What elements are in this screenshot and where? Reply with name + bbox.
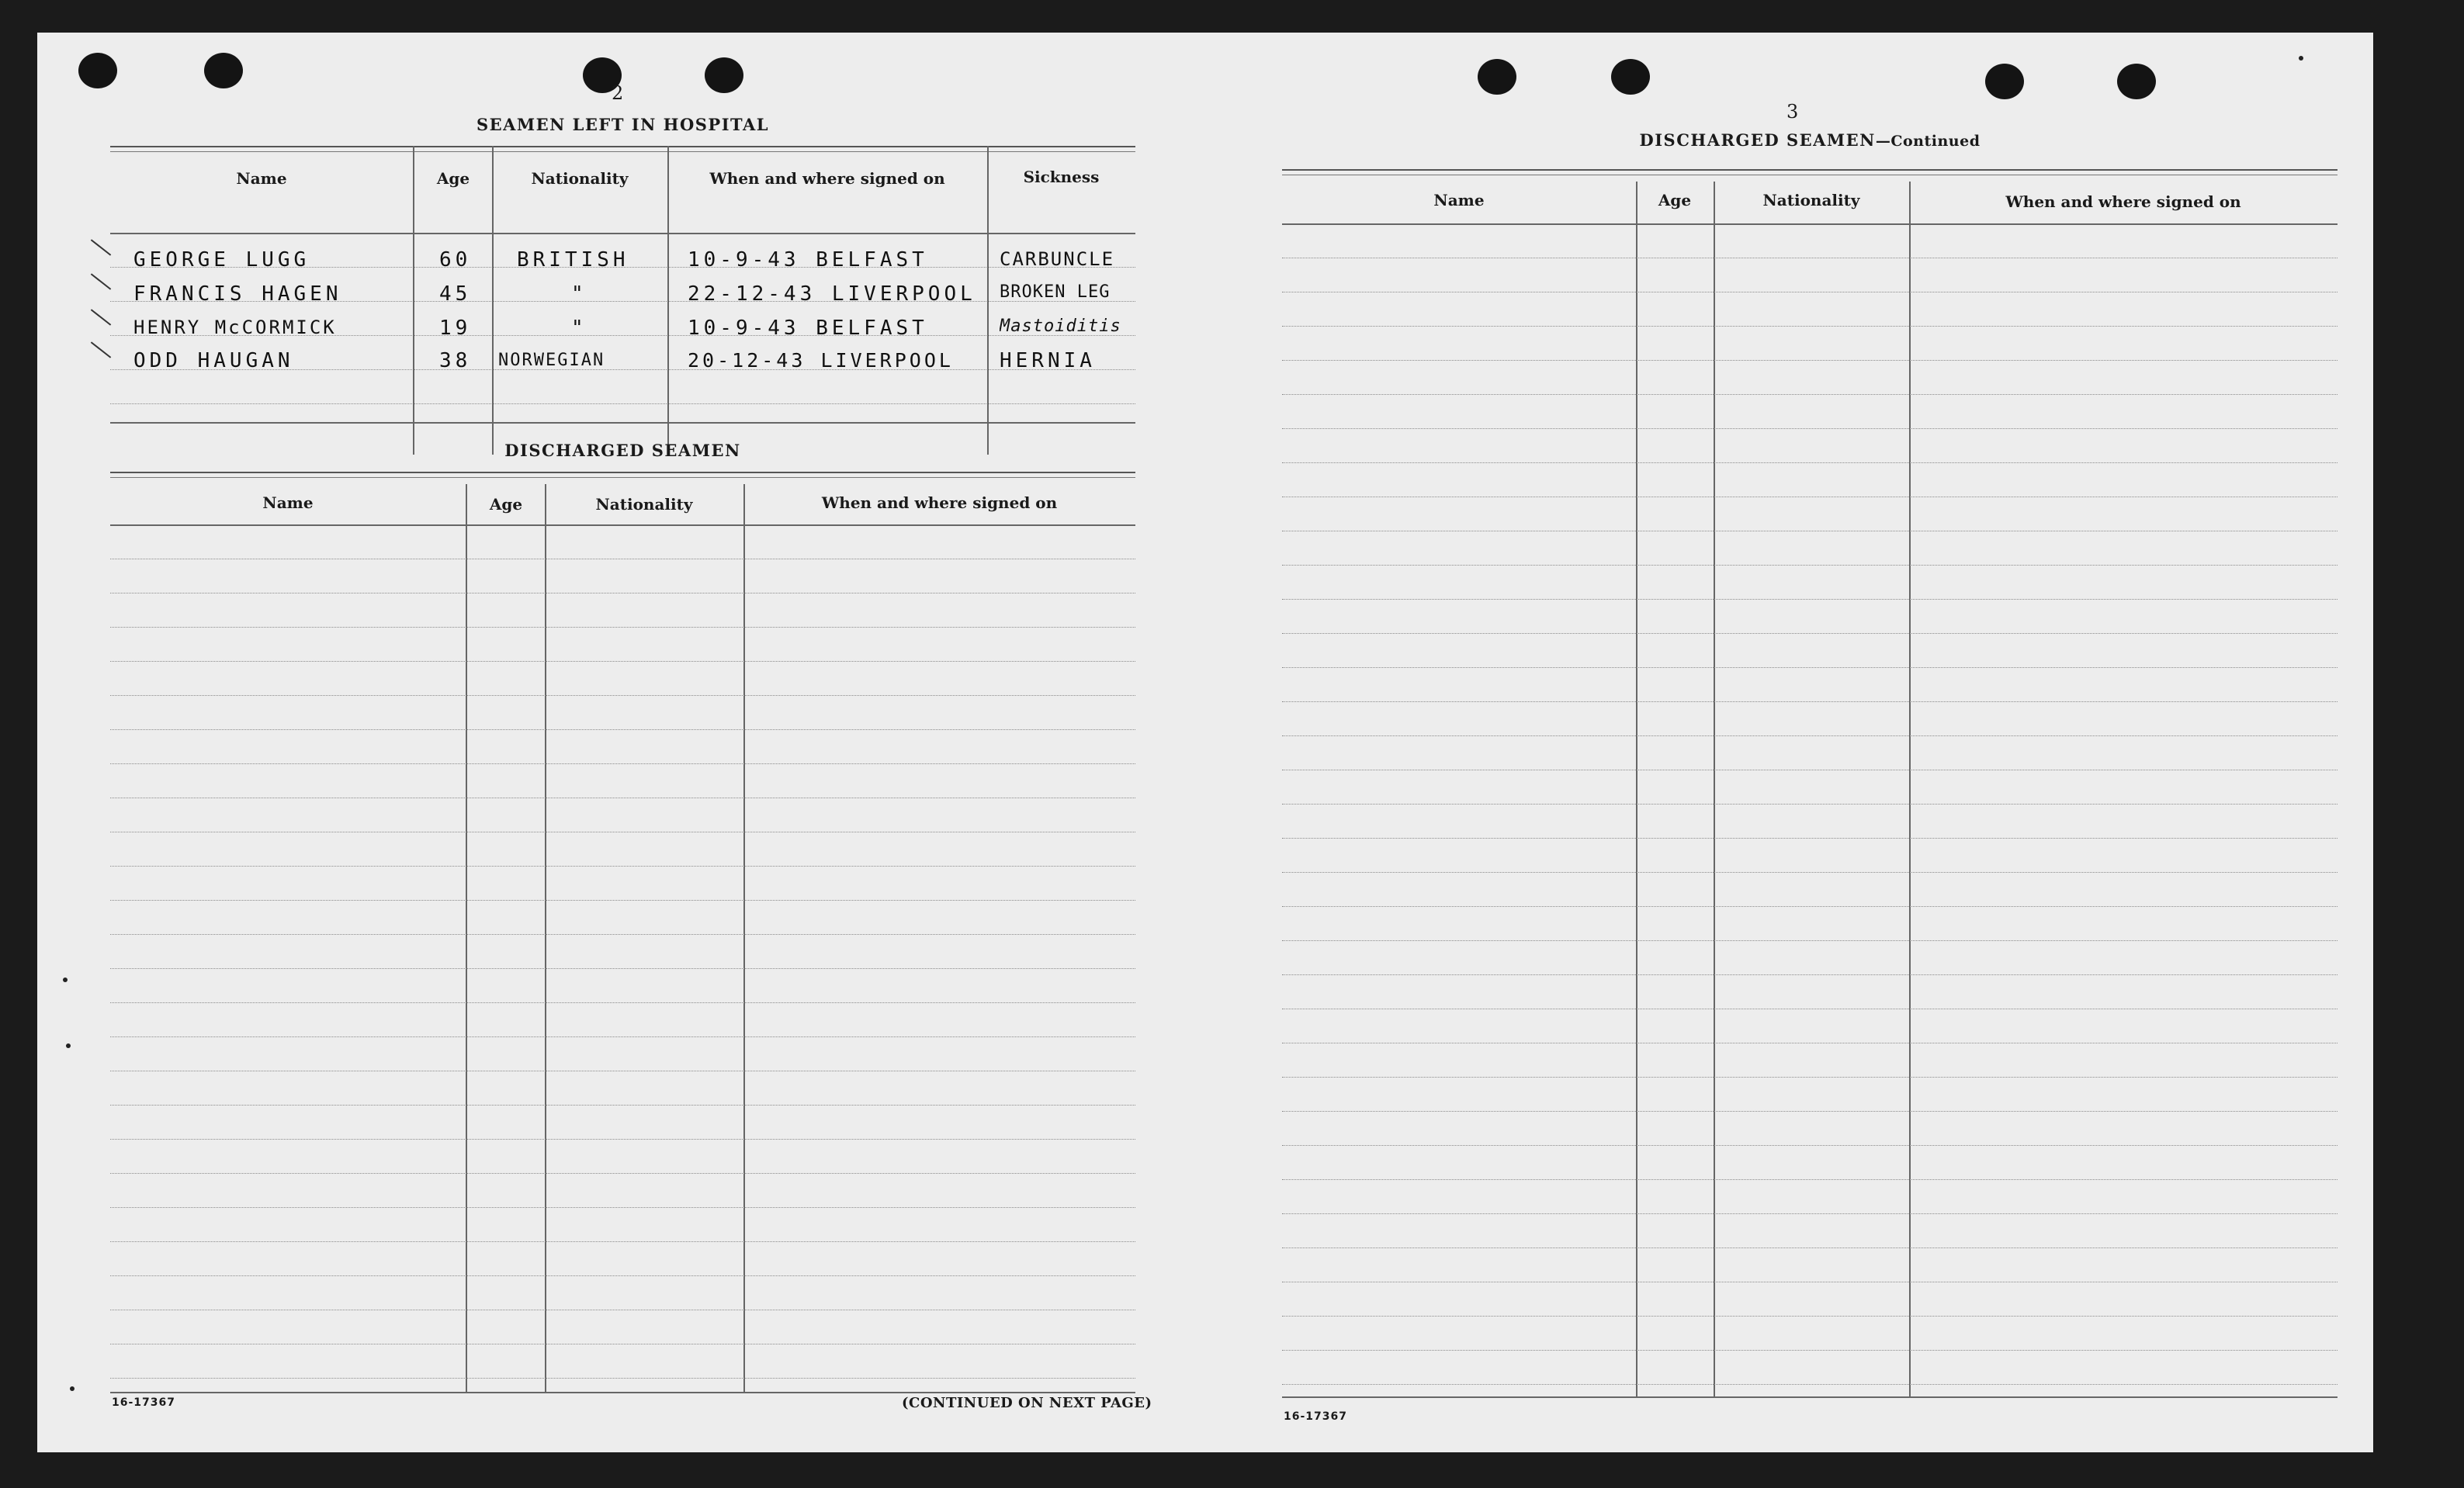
hospital-row-signed-on: 22-12-43 LIVERPOOL	[688, 282, 976, 306]
ledger-row-line	[1282, 1111, 2338, 1112]
check-mark	[91, 309, 111, 325]
check-mark	[91, 341, 111, 358]
ledger-row-line	[110, 968, 1135, 969]
ledger-row-line	[1282, 326, 2338, 327]
page-number-left: 2	[612, 82, 624, 104]
hospital-row-age: 60	[439, 248, 472, 272]
ledger-row-line	[1282, 701, 2338, 702]
punch-hole	[1611, 59, 1650, 95]
ink-speck	[70, 1386, 75, 1391]
col-head-signed-on: When and where signed on	[821, 493, 1058, 512]
discharged-continued-title	[1282, 130, 2338, 150]
ledger-row-line	[1282, 360, 2338, 361]
ledger-row-line	[110, 763, 1135, 764]
col-head-nationality: Nationality	[531, 169, 629, 188]
col-head-age: Age	[1658, 191, 1692, 209]
punch-hole	[2117, 64, 2156, 99]
ledger-row-line	[1282, 974, 2338, 975]
hospital-row-sickness: BROKEN LEG	[1000, 282, 1111, 302]
ledger-row-line	[110, 729, 1135, 730]
col-head-signed-on: When and where signed on	[2005, 192, 2241, 211]
ledger-row-line	[110, 695, 1135, 696]
ledger-row-line	[110, 1207, 1135, 1208]
punch-hole	[204, 53, 243, 88]
col-head-name: Name	[1433, 191, 1485, 209]
page-number-right: 3	[1786, 101, 1799, 123]
punch-hole	[705, 57, 743, 93]
discharged-table-right	[1282, 169, 2338, 1398]
hospital-row-sickness: Mastoiditis	[1000, 317, 1121, 336]
ink-speck	[66, 1043, 71, 1048]
discharged-section-title: DISCHARGED SEAMEN	[504, 441, 741, 460]
hospital-row-name: ODD HAUGAN	[133, 349, 294, 372]
ledger-row-line	[1282, 906, 2338, 907]
punch-hole	[78, 53, 117, 88]
col-head-nationality: Nationality	[1762, 191, 1860, 209]
ledger-row-line	[110, 866, 1135, 867]
form-code-right: 16-17367	[1284, 1410, 1347, 1423]
ledger-row-line	[110, 1002, 1135, 1003]
col-head-sickness: Sickness	[1023, 168, 1100, 186]
hospital-row-nationality: NORWEGIAN	[498, 351, 605, 370]
punch-hole	[1985, 64, 2024, 99]
ledger-row-line	[1282, 872, 2338, 873]
ledger-row-line	[110, 1241, 1135, 1242]
ledger-row-line	[110, 1173, 1135, 1174]
ledger-row-line	[110, 1275, 1135, 1276]
ledger-row-line	[110, 934, 1135, 935]
ledger-row-line	[1282, 838, 2338, 839]
col-head-name: Name	[236, 169, 287, 188]
hospital-row-nationality: "	[571, 282, 587, 306]
section-title-suffix: —Continued	[1875, 133, 1981, 150]
col-head-signed-on: When and where signed on	[709, 169, 945, 188]
hospital-row-signed-on: 10-9-43 BELFAST	[688, 248, 928, 272]
section-title-main: DISCHARGED SEAMEN	[1639, 130, 1876, 150]
ledger-row-line	[1282, 1247, 2338, 1248]
ledger-row-line	[1282, 428, 2338, 429]
ink-speck	[63, 978, 68, 982]
check-mark	[91, 273, 111, 289]
ledger-row-line	[1282, 599, 2338, 600]
ledger-row-line	[1282, 1350, 2338, 1351]
col-head-name: Name	[262, 493, 314, 512]
hospital-row-age: 19	[439, 317, 472, 340]
hospital-row-age: 45	[439, 282, 472, 306]
ledger-row-line	[1282, 1384, 2338, 1385]
ledger-row-line	[1282, 394, 2338, 395]
ledger-row-line	[1282, 940, 2338, 941]
hospital-table	[110, 146, 1135, 425]
form-code-left: 16-17367	[112, 1396, 175, 1409]
ledger-row-line	[110, 661, 1135, 662]
hospital-row-name: HENRY McCORMICK	[133, 317, 337, 338]
hospital-row-name: FRANCIS HAGEN	[133, 282, 342, 306]
ledger-row-line	[1282, 1145, 2338, 1146]
ledger-row-line	[110, 627, 1135, 628]
ledger-row-line	[1282, 667, 2338, 668]
hospital-row-nationality: "	[571, 317, 587, 340]
continued-note: (CONTINUED ON NEXT PAGE)	[902, 1395, 1152, 1411]
hospital-section-title: SEAMEN LEFT IN HOSPITAL	[476, 115, 770, 134]
punch-hole	[1478, 59, 1516, 95]
ledger-row-line	[1282, 633, 2338, 634]
hospital-row-sickness: CARBUNCLE	[1000, 248, 1115, 270]
ledger-sheet	[37, 33, 2373, 1452]
hospital-row-name: GEORGE LUGG	[133, 248, 310, 272]
ink-speck	[2299, 56, 2303, 61]
ledger-row-line	[110, 1378, 1135, 1379]
col-head-age: Age	[436, 169, 470, 188]
col-head-age: Age	[489, 495, 523, 514]
hospital-row-nationality: BRITISH	[517, 248, 629, 272]
discharged-table-left	[110, 472, 1135, 1393]
ledger-row-line	[110, 1139, 1135, 1140]
ledger-row-line	[1282, 804, 2338, 805]
hospital-row-signed-on: 10-9-43 BELFAST	[688, 317, 928, 340]
col-head-nationality: Nationality	[595, 495, 693, 514]
hospital-row-age: 38	[439, 349, 472, 372]
ledger-row-line	[1282, 1077, 2338, 1078]
ledger-row-line	[1282, 1316, 2338, 1317]
ledger-row-line	[110, 1105, 1135, 1106]
ledger-row-line	[1282, 565, 2338, 566]
ledger-row-line	[1282, 735, 2338, 736]
hospital-row-signed-on: 20-12-43 LIVERPOOL	[688, 349, 954, 372]
ledger-row-line	[110, 900, 1135, 901]
ledger-row-line	[1282, 1179, 2338, 1180]
check-mark	[91, 239, 111, 255]
ledger-row-line	[110, 1036, 1135, 1037]
ledger-row-line	[1282, 1213, 2338, 1214]
ledger-row-line	[1282, 462, 2338, 463]
hospital-row-sickness: HERNIA	[1000, 349, 1096, 372]
